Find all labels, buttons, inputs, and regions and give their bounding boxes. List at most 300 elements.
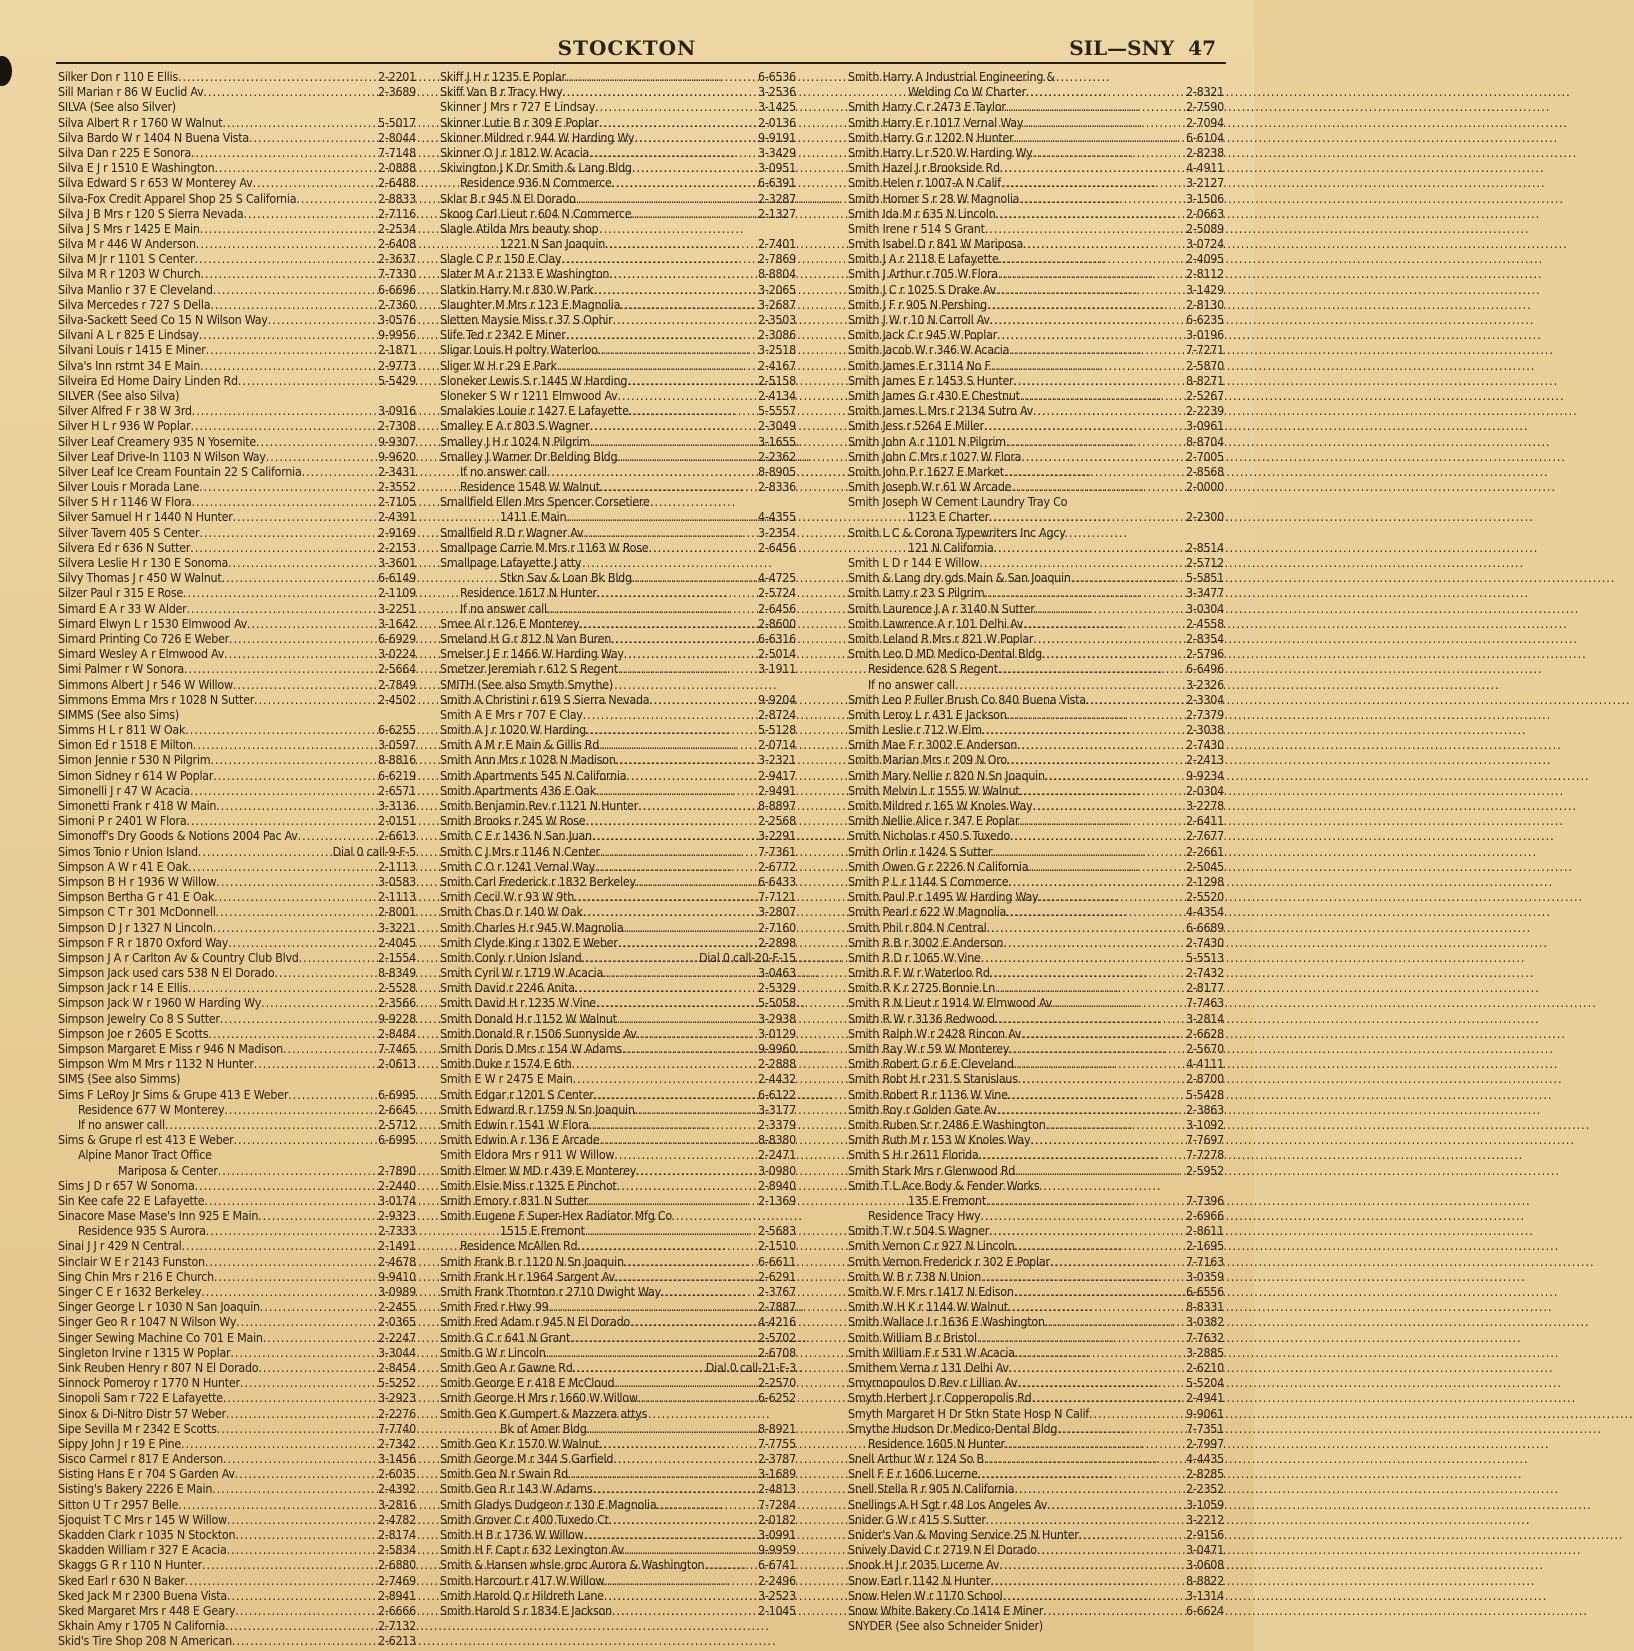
dot-leader [612, 175, 758, 190]
phone-number: 7-7351 [1186, 1420, 1224, 1436]
listing-name: Smith Lawrence A r 101 Delhi Av [848, 615, 1024, 631]
dot-leader [589, 145, 758, 160]
listing-entry [440, 525, 796, 540]
listing-entry [58, 449, 416, 464]
listing-name: Skhain Amy r 1705 N California [58, 1618, 226, 1634]
listing-entry [848, 358, 1224, 373]
phone-number: 2-5329 [758, 980, 796, 996]
listing-entry [58, 844, 416, 859]
phone-number: 5-5557 [758, 403, 796, 419]
listing-entry [440, 859, 796, 874]
listing-name: Silvy Thomas J r 450 W Walnut [58, 570, 222, 586]
listing-name: Smith Robert G r 6 E Cleveland [848, 1056, 1014, 1072]
dot-leader [998, 661, 1186, 676]
dot-leader [225, 1618, 378, 1633]
phone-number: 4-4435 [1186, 1451, 1224, 1467]
phone-number: 2-2471 [758, 1147, 796, 1163]
phone-number: 2-2153 [378, 539, 416, 555]
listing-name: Silver Samuel H r 1440 N Hunter [58, 509, 233, 525]
phone-number: 3-1911 [758, 661, 796, 677]
listing-entry [440, 251, 796, 266]
phone-number: 2-5724 [758, 585, 796, 601]
listing-entry [848, 312, 1224, 327]
listing-entry [440, 1542, 796, 1557]
phone-number: 3-0961 [1186, 418, 1224, 434]
listing-name: Smith Irene r 514 S Grant [848, 220, 985, 236]
phone-number: 6-6122 [758, 1086, 796, 1102]
listing-entry [440, 1178, 796, 1193]
dot-leader [636, 874, 758, 889]
dot-leader [1033, 631, 1186, 646]
listing-name: Silveira Ed Home Dairy Linden Rd [58, 372, 238, 388]
dot-leader [1031, 1390, 1186, 1405]
listing-name: Bk of Amer Bldg [500, 1420, 587, 1436]
dot-leader [1023, 236, 1186, 251]
dot-leader [1045, 1314, 1186, 1329]
phone-number: 2-8112 [1186, 266, 1224, 282]
phone-number: 2-7869 [758, 251, 796, 267]
dot-leader [1046, 1117, 1186, 1132]
listing-entry [58, 342, 416, 357]
dot-leader [609, 266, 758, 281]
listing-entry [440, 935, 796, 950]
listing-name: Smith Grover C r 400 Tuxedo Ct [440, 1511, 609, 1527]
listing-entry [58, 1557, 416, 1572]
phone-number: 2-2534 [378, 220, 416, 236]
listing-name: Snider G W r 415 S Sutter [848, 1511, 986, 1527]
dot-leader [1003, 935, 1186, 950]
listing-entry [848, 1406, 1224, 1421]
listing-name: Smith R N Lieut r 1914 W Elmwood Av [848, 995, 1053, 1011]
listing-name: Simmons Emma Mrs r 1028 N Sutter [58, 691, 255, 707]
phone-number: 3-0304 [1186, 600, 1224, 616]
listing-entry [440, 798, 796, 813]
listing-name: Silver Louis r Morada Lane [58, 479, 200, 495]
listing-entry [848, 692, 1224, 707]
listing-name: Smith H F Capt r 632 Lexington Av [440, 1542, 624, 1558]
dot-leader [989, 509, 1186, 524]
listing-name: Smith Harry C r 2473 E Taylor [848, 99, 1006, 115]
dot-leader [1008, 874, 1186, 889]
dot-leader [573, 1071, 758, 1086]
phone-number: 2-9156 [1186, 1527, 1224, 1542]
phone-number: 6-6391 [758, 175, 796, 191]
listing-name: Simpson Bertha G r 41 E Oak [58, 889, 215, 905]
dot-leader [978, 1466, 1186, 1481]
listing-name: Smyth Margaret H Dr Stkn State Hosp N Calif [848, 1405, 1089, 1421]
listing-name: Smythe Hudson Dr Medico-Dental Bldg [848, 1420, 1058, 1436]
phone-number: 3-0989 [378, 1284, 416, 1299]
dot-leader [188, 980, 378, 995]
dot-leader [604, 1573, 758, 1588]
listing-name: Smith Roy r Golden Gate Av [848, 1101, 997, 1117]
listing-entry [848, 935, 1224, 950]
phone-number: 2-2247 [378, 1329, 416, 1345]
phone-number: 3-0980 [758, 1162, 796, 1178]
dot-leader [221, 570, 378, 585]
dot-leader [605, 236, 758, 251]
listing-name: Smith T W r 504 S Wagner [848, 1223, 990, 1239]
phone-number: 2-7430 [1186, 737, 1224, 753]
listing-name: Smith Edwin r 1541 W Flora [440, 1116, 589, 1132]
listing-name: Smith W B r 738 N Union [848, 1268, 982, 1284]
listing-name: Smith John C Mrs r 1027 W Flora [848, 448, 1022, 464]
dot-leader [181, 1436, 378, 1451]
listing-name: Smith S H r 2611 Florida [848, 1147, 979, 1163]
listing-entry [440, 813, 796, 828]
listing-entry [848, 1087, 1224, 1102]
phone-number: 2-0000 [1186, 479, 1224, 495]
listing-name: Silver Leaf Drive-In 1103 N Wilson Way [58, 448, 266, 464]
listing-entry [848, 844, 1224, 859]
phone-number: 2-6035 [378, 1466, 416, 1482]
dot-leader [557, 358, 758, 373]
listing-entry [58, 889, 416, 904]
dot-leader [191, 494, 378, 509]
phone-number: 2-6488 [378, 175, 416, 191]
phone-number: 9-9234 [1186, 767, 1224, 783]
listing-entry [440, 1117, 796, 1132]
phone-number: 2-5528 [378, 980, 416, 996]
dot-leader [1014, 373, 1187, 388]
listing-name: Smith W F Mrs r 1417 N Edison [848, 1284, 1014, 1299]
phone-number: 3-2523 [758, 1587, 796, 1603]
phone-number: 2-4941 [1186, 1390, 1224, 1406]
phone-number: 7-7148 [378, 144, 416, 160]
listing-name: Sked Earl r 630 N Baker [58, 1572, 185, 1588]
listing-name: Simpson J A r Carlton Av & Country Club Blvd [58, 949, 299, 965]
dot-leader [546, 1345, 758, 1360]
phone-number: 3-2321 [758, 752, 796, 768]
listing-name: Smith David r 2246 Anita [440, 980, 575, 996]
listing-entry [440, 980, 796, 995]
dot-leader [206, 342, 378, 357]
phone-number: 5-5429 [378, 372, 416, 388]
listing-name: Silver Leaf Creamery 935 N Yosemite [58, 433, 256, 449]
dot-leader [566, 327, 758, 342]
dot-leader [261, 995, 378, 1010]
dot-leader [614, 1375, 758, 1390]
dot-leader [1032, 145, 1186, 160]
dot-leader [1020, 388, 1186, 403]
phone-number: 3-3177 [758, 1101, 796, 1117]
listing-entry [440, 99, 796, 114]
listing-name: Simpson Jewelry Co 8 S Sutter [58, 1010, 220, 1026]
dot-leader [1007, 752, 1186, 767]
phone-number: 2-7469 [378, 1572, 416, 1588]
dot-leader [996, 282, 1186, 297]
dot-leader [200, 266, 378, 281]
phone-number: 2-9491 [758, 782, 796, 798]
dot-leader [236, 1314, 378, 1329]
listing-name: Silvera Ed r 636 N Sutter [58, 539, 191, 555]
listing-entry [848, 1132, 1224, 1147]
dot-leader [600, 479, 758, 494]
dot-leader [216, 798, 378, 813]
listing-name: Residence 1617 N Hunter [460, 585, 597, 601]
listing-name: Smith Orlin r 1424 S Sutter [848, 843, 993, 859]
dot-leader [990, 312, 1186, 327]
listing-entry [848, 175, 1224, 190]
dot-leader [583, 525, 758, 540]
listing-entry [58, 661, 416, 676]
listing-entry [848, 434, 1224, 449]
listing-name: Smith Melvin L r 1555 W Walnut [848, 782, 1020, 798]
dot-leader [202, 1557, 378, 1572]
listing-name: Sims J D r 657 W Sonoma [58, 1177, 195, 1193]
phone-number: 2-8238 [1186, 144, 1224, 160]
listing-entry [848, 570, 1224, 585]
dot-leader [589, 418, 758, 433]
listing-entry [58, 1056, 416, 1071]
listing-name: Sinopoli Sam r 722 E Lafayette [58, 1390, 223, 1406]
phone-number: 7-7361 [758, 843, 796, 859]
listing-name: Residence 1605 N Hunter [868, 1435, 1005, 1451]
dot-leader [186, 813, 378, 828]
listing-name: Smith J Arthur r 705 W Flora [848, 266, 998, 282]
listing-entry [58, 1406, 416, 1421]
dot-leader [1006, 99, 1186, 114]
dot-leader [986, 1193, 1186, 1208]
listing-entry [58, 874, 416, 889]
dot-leader [1004, 464, 1186, 479]
listing-entry [58, 980, 416, 995]
dot-leader [596, 783, 758, 798]
dot-leader [626, 768, 758, 783]
dot-leader [998, 251, 1186, 266]
listing-entry [440, 1512, 796, 1527]
phone-number: 2-2568 [758, 813, 796, 829]
dot-leader [214, 1269, 378, 1284]
dot-leader [233, 677, 378, 692]
listing-name: Skid's Tire Shop 208 N American [58, 1633, 232, 1649]
phone-number: 9-9410 [378, 1268, 416, 1284]
dot-leader [1014, 1481, 1186, 1496]
dot-leader [1042, 646, 1186, 661]
listing-entry [440, 920, 796, 935]
listing-entry [848, 677, 1224, 692]
listing-entry [58, 251, 416, 266]
listing-name: Smith Carl Frederick r 1832 Berkeley [440, 873, 636, 889]
listing-name: Sinclair W E r 2143 Funston [58, 1253, 205, 1269]
dot-leader [1019, 783, 1186, 798]
dot-leader [597, 585, 758, 600]
dot-leader [214, 160, 378, 175]
listing-name: Smith Ray W r 59 W Monterey [848, 1041, 1010, 1056]
dot-leader [984, 418, 1186, 433]
listing-entry [848, 1193, 1224, 1208]
listing-entry [848, 1512, 1224, 1527]
listing-entry [848, 798, 1224, 813]
dot-leader [226, 1406, 378, 1421]
dot-leader [1008, 1087, 1186, 1102]
listing-name: Snider's Van & Moving Service 25 N Hunter [848, 1527, 1079, 1542]
listing-name: Simon Sidney r 614 W Poplar [58, 767, 214, 783]
phone-number: 7-7740 [378, 1420, 416, 1436]
listing-entry [848, 1330, 1224, 1345]
listing-entry [848, 418, 1224, 433]
listing-name: Smith Conly r Union Island [440, 949, 582, 965]
listing-name: Smith Elsie Miss r 1325 E Pinchot [440, 1177, 617, 1193]
phone-number: 3-2807 [758, 904, 796, 920]
listing-name: Simpson D J r 1327 N Lincoln [58, 919, 213, 935]
dot-leader [547, 601, 758, 616]
listing-name: Smith Harry G r 1202 N Hunter [848, 129, 1014, 145]
phone-number: 3-0224 [378, 646, 416, 662]
listing-entry [58, 297, 416, 312]
listing-name: Smalley J Warner Dr Belding Bldg [440, 448, 618, 464]
listing-entry [58, 859, 416, 874]
dot-leader [1018, 1071, 1186, 1086]
dot-leader [1021, 449, 1186, 464]
phone-number: 5-5851 [1186, 570, 1224, 586]
listing-name: Silzer Paul r 315 E Rose [58, 585, 183, 601]
dot-leader [649, 692, 758, 707]
phone-number: 2-0365 [378, 1314, 416, 1330]
listing-entry [848, 69, 1224, 84]
phone-number: 3-0382 [1186, 1314, 1224, 1330]
listing-entry [440, 1314, 796, 1329]
dot-leader [561, 251, 758, 266]
phone-number: 2-2352 [1186, 1481, 1224, 1497]
listing-entry [440, 1360, 796, 1375]
phone-number: 3-1092 [1186, 1116, 1224, 1132]
listing-name: Simpson Jack r 14 E Ellis [58, 980, 188, 996]
phone-number: 2-5045 [1186, 858, 1224, 874]
dot-leader [1023, 115, 1186, 130]
dot-leader [648, 540, 758, 555]
phone-number: 8-8905 [758, 463, 796, 479]
phone-number: 2-6408 [378, 236, 416, 252]
listing-entry [440, 1071, 796, 1086]
dot-leader [210, 752, 378, 767]
phone-number: 6-6104 [1186, 129, 1224, 145]
listing-name: Simpson Jack used cars 538 N El Dorado [58, 965, 275, 981]
phone-number: 2-8285 [1186, 1466, 1224, 1482]
listing-name: Silva Bardo W r 1404 N Buena Vista [58, 129, 249, 145]
listing-entry [440, 160, 796, 175]
listing-name: Residence 936 N Commerce [460, 175, 612, 191]
listing-name: Skadden Clark r 1035 N Stockton [58, 1527, 236, 1542]
listing-entry [440, 737, 796, 752]
dot-leader [182, 1238, 379, 1253]
listing-entry [58, 327, 416, 342]
listing-entry [58, 1117, 416, 1132]
listing-heading: Smith Harry A Industrial Engineering & [848, 69, 1055, 84]
phone-number: 3-2814 [1186, 1010, 1224, 1026]
phone-number: 2-9169 [378, 524, 416, 540]
dot-leader [233, 509, 378, 524]
phone-number: 3-0951 [758, 160, 796, 176]
dot-leader [634, 130, 758, 145]
dot-leader [617, 388, 758, 403]
listing-entry [848, 479, 1224, 494]
listing-name: Silver Leaf Ice Cream Fountain 22 S California [58, 463, 302, 479]
listing-entry [58, 950, 416, 965]
listing-entry [58, 707, 416, 722]
listing-entry [848, 130, 1224, 145]
listing-name: Snow White Bakery Co 1414 E Miner [848, 1602, 1044, 1618]
phone-number: 2-5834 [378, 1542, 416, 1558]
dot-leader [198, 844, 333, 859]
listing-entry [58, 752, 416, 767]
phone-number: 3-0608 [1186, 1557, 1224, 1573]
listing-name: Snellings A H Sgt r 48 Los Angeles Av [848, 1496, 1048, 1512]
listing-entry [440, 585, 796, 600]
listing-name: Smith Chas D r 140 W Oak [440, 904, 583, 920]
phone-number: 2-2276 [378, 1405, 416, 1421]
phone-number: 9-9307 [378, 433, 416, 449]
listing-entry [58, 1178, 416, 1193]
phone-number: 3-1689 [758, 1466, 796, 1482]
listing-entry [848, 282, 1224, 297]
phone-number: 2-8568 [1186, 463, 1224, 479]
listing-entry [440, 494, 796, 509]
dot-leader [600, 844, 758, 859]
listing-name: Smith Jess r 5264 E Miller [848, 418, 984, 434]
listing-heading: Smallpage Lafayette J atty [440, 555, 582, 570]
listing-entry [58, 1330, 416, 1345]
dot-leader [599, 1132, 758, 1147]
dot-leader [594, 282, 759, 297]
listing-entry [58, 479, 416, 494]
dot-leader [595, 99, 758, 114]
listing-entry [848, 540, 1224, 555]
listing-column-2 [440, 69, 796, 1618]
listing-entry [58, 1011, 416, 1026]
dot-leader [615, 1269, 758, 1284]
phone-number: 2-2413 [1186, 752, 1224, 768]
phone-number: 2-8130 [1186, 296, 1224, 312]
phone-number: 2-8354 [1186, 630, 1224, 646]
phone-number: 8-8331 [1186, 1299, 1224, 1315]
listing-entry [440, 1299, 796, 1314]
listing-entry [58, 1223, 416, 1238]
dot-leader [227, 1512, 378, 1527]
phone-number: 2-8001 [378, 904, 416, 920]
listing-name: Sinacore Mase Mase's Inn 925 E Main [58, 1208, 259, 1224]
dot-leader [632, 160, 758, 175]
listing-name: Sisting's Bakery 2226 E Main [58, 1481, 213, 1497]
dot-leader [1009, 1360, 1186, 1375]
phone-number: 2-2239 [1186, 403, 1224, 419]
listing-name: Skiff J H r 1235 E Poplar [440, 69, 566, 84]
listing-name: Residence 1548 W Walnut [460, 479, 600, 495]
dot-leader [627, 373, 758, 388]
listing-name: Smith Frank H r 1964 Sargent Av [440, 1268, 615, 1284]
listing-name: Smithem Verna r 131 Delhi Av [848, 1359, 1009, 1375]
dot-leader [1011, 479, 1186, 494]
listing-name: Singleton Irvine r 1315 W Poplar [58, 1344, 231, 1360]
listing-name: Smith Leo D MD Medico-Dental Bldg [848, 646, 1042, 662]
listing-name: 1123 E Charter [908, 509, 990, 525]
dot-leader [228, 935, 378, 950]
listing-entry [58, 1527, 416, 1542]
listing-name: Sked Jack M r 2300 Buena Vista [58, 1587, 227, 1603]
dot-leader [1026, 84, 1186, 99]
listing-entry [440, 1497, 796, 1512]
dot-leader [195, 1178, 378, 1193]
listing-heading: SNYDER (See also Schneider Snider) [848, 1618, 1043, 1634]
dot-leader [571, 1056, 758, 1071]
listing-name: 135 E Fremont [908, 1192, 986, 1208]
phone-number: 2-3287 [758, 190, 796, 206]
dot-leader [984, 585, 1186, 600]
binder-hole [0, 56, 12, 86]
listing-entry [58, 1497, 416, 1512]
listing-name: Smith A E Mrs r 707 E Clay [440, 706, 583, 722]
listing-name: Silva-Fox Credit Apparel Shop 25 S California [58, 190, 297, 206]
